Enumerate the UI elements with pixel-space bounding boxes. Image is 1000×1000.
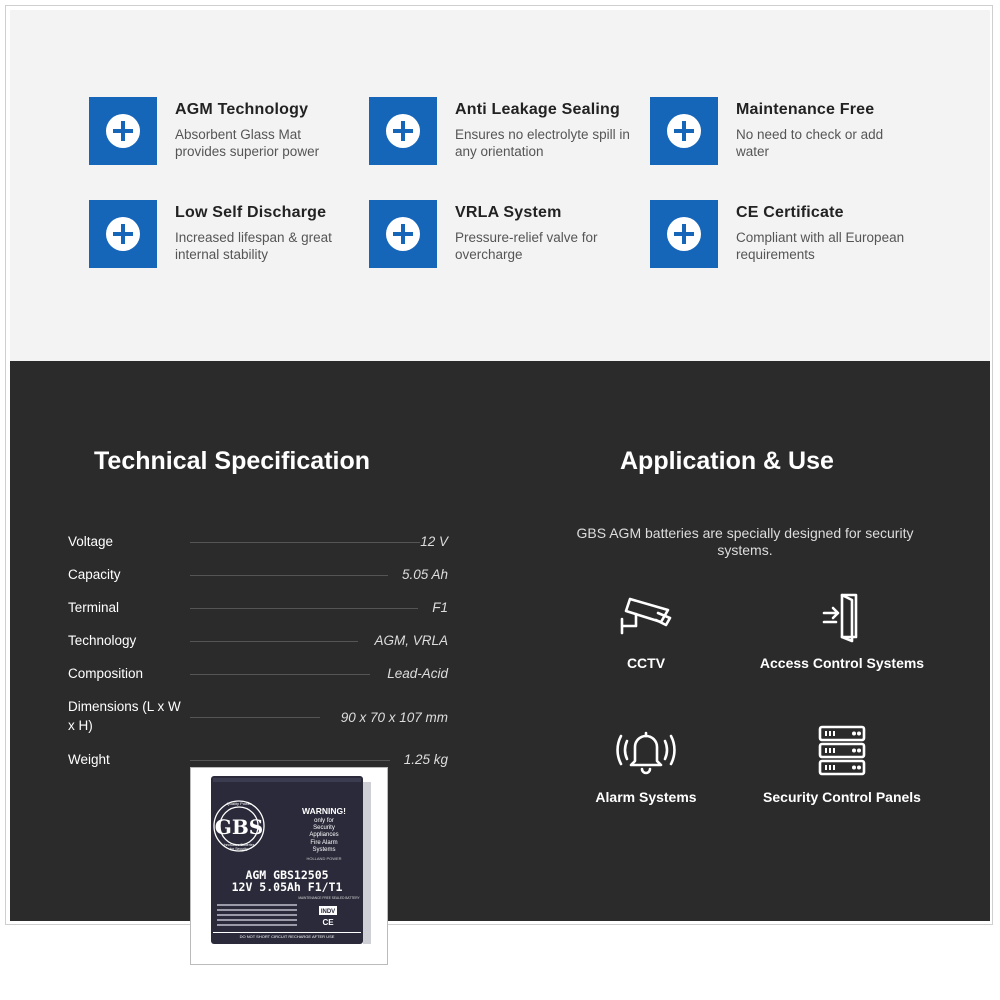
battery-maker: HOLLAND POWER [306,856,342,861]
plus-circle-icon [106,217,140,251]
feature-desc: Pressure-relief valve for overcharge [455,230,598,262]
application-label: CCTV [626,655,666,671]
feature-title: Anti Leakage Sealing [455,101,620,118]
feature-title: CE Certificate [736,204,844,221]
alarm-bell-icon [616,723,676,779]
spec-divider [190,717,320,718]
feature-desc: Ensures no electrolyte spill in any orientation [455,127,630,159]
spec-divider [190,674,370,675]
battery-warning-title: WARNING! [302,806,346,816]
spec-value: 90 x 70 x 107 mm [340,710,448,725]
spec-heading: Technical Specification [94,447,371,475]
feature-desc: No need to check or add water [736,127,884,159]
feature-icon-box [369,97,437,165]
feature-title: AGM Technology [175,101,309,118]
plus-circle-icon [667,217,701,251]
feature-maintenance-free [650,97,920,167]
spec-row-dimensions [68,697,448,737]
feature-ce-certificate [650,200,920,270]
plus-circle-icon [386,114,420,148]
battery-warning-line: Appliances [309,832,339,838]
feature-icon-box [650,200,718,268]
feature-icon-box [650,97,718,165]
battery-warning-line: Security [313,825,335,831]
spec-divider [190,575,388,576]
feature-desc: Absorbent Glass Mat provides superior power [175,127,320,159]
application-item-alarm-systems [536,723,756,805]
feature-low-self-discharge [89,200,359,270]
feature-title: Low Self Discharge [175,204,327,221]
battery-badge-bottom-1: Innovative Batteries [223,843,255,847]
battery-bottom-text: DO NOT SHORT CIRCUIT RECHARGE AFTER USE [239,934,335,939]
plus-circle-icon [386,217,420,251]
spec-label: Capacity [68,567,121,582]
spec-application-section [10,361,990,921]
plus-circle-icon [106,114,140,148]
features-section [10,10,990,361]
battery-badge-bottom-2: for Security [230,847,248,851]
spec-label: Technology [68,633,137,648]
feature-icon-box [89,200,157,268]
cctv-camera-icon [616,589,676,645]
spec-label: Terminal [68,600,120,615]
feature-desc: Compliant with all European requirements [736,230,905,262]
feature-vrla-system [369,200,639,270]
spec-label: Weight [68,752,110,767]
spec-label: Dimensions (L x W x H) [68,699,181,733]
application-label: Security Control Panels [763,789,921,805]
battery-ce-mark: CE [322,918,334,927]
application-label: Access Control Systems [759,655,925,671]
spec-divider [190,608,418,609]
battery-note: MAINTENANCE FREE SEALED BATTERY [298,896,360,900]
battery-rating: 12V 5.05Ah F1/T1 [231,880,343,894]
application-item-security-control-panels [732,723,952,805]
battery-model: AGM GBS12505 [245,868,329,882]
feature-title: VRLA System [455,204,562,221]
spec-label: Composition [68,666,144,681]
spec-label: Voltage [68,534,114,549]
spec-value: 5.05 Ah [401,567,448,582]
battery-badge-top: Quality Power [226,801,252,806]
spec-divider [190,641,358,642]
feature-agm-technology [89,97,359,167]
application-label: Alarm Systems [595,789,697,805]
battery-illustration [191,768,387,964]
server-rack-icon [812,723,872,779]
spec-divider [190,760,390,761]
door-enter-icon [812,589,872,645]
feature-title: Maintenance Free [736,101,875,118]
feature-icon-box [89,97,157,165]
feature-desc: Increased lifespan & great internal stability [175,230,332,262]
feature-icon-box [369,200,437,268]
application-heading: Application & Use [620,447,834,475]
feature-anti-leakage-sealing [369,97,639,167]
application-item-access-control [732,589,952,671]
plus-circle-icon [667,114,701,148]
spec-value: 12 V [420,534,448,549]
battery-warning-line: Systems [312,847,336,853]
battery-indv-logo: INDV [320,909,336,915]
spec-value: 1.25 kg [403,752,448,767]
battery-warning-line: Fire Alarm [310,840,338,846]
application-item-cctv [536,589,756,671]
spec-value: AGM, VRLA [374,633,448,648]
spec-value: Lead-Acid [387,666,448,681]
application-intro: GBS AGM batteries are specially designed for security systems. [576,525,914,558]
spec-divider [190,542,420,543]
battery-warning-line: only for [314,818,334,824]
battery-brand: GBS [214,815,264,839]
spec-value: F1 [432,600,448,615]
battery-product-image [190,767,388,965]
